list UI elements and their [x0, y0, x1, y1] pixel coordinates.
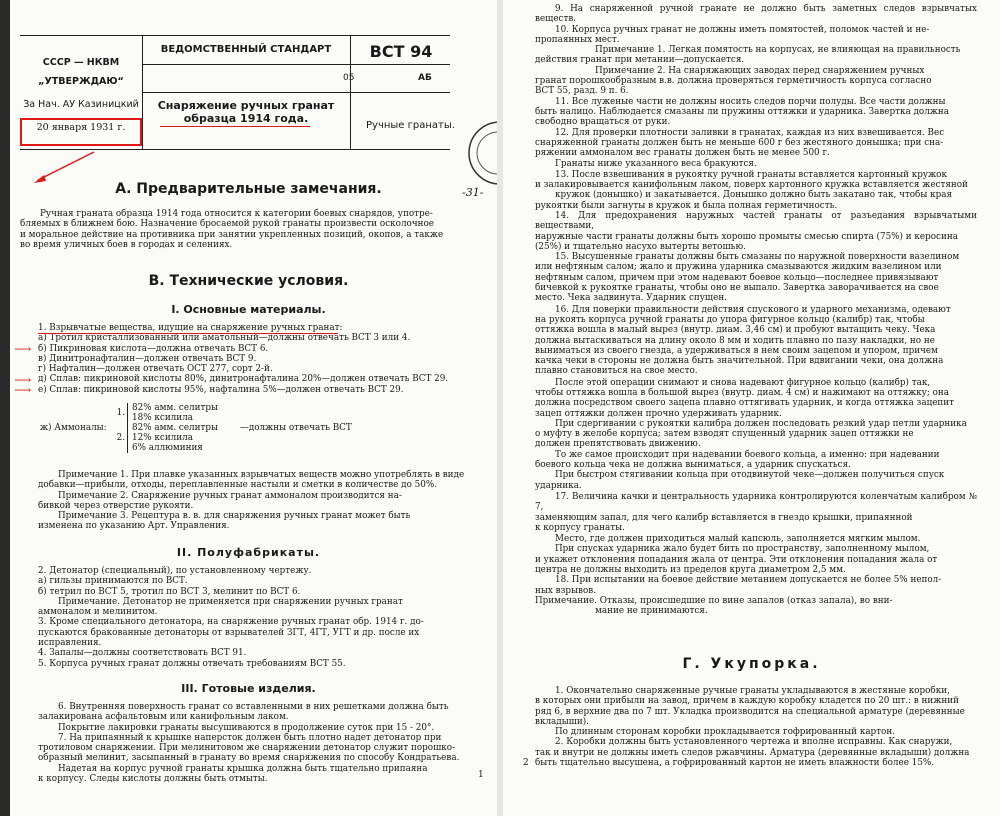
- para-line: (25%) и тщательно насухо вытерты ветошью.: [535, 241, 746, 252]
- semi-line: 2. Детонатор (специальный), по установленному чертежу.: [38, 566, 312, 576]
- finished-products-list: [38, 702, 468, 784]
- semi-line: а) гильзы принимаются по ВСТ.: [38, 576, 188, 587]
- title-underline-annotation: [160, 126, 310, 127]
- header-date: 20 января 1931 г.: [36, 122, 126, 133]
- para-line: плавно становиться на свое место.: [535, 366, 698, 377]
- subsection-finished-products: III. Готовые изделия.: [181, 682, 316, 695]
- ammonal-group-1: [128, 403, 220, 423]
- para-line: Гранаты ниже указанного веса бракуются.: [555, 159, 757, 170]
- note-line: бивкой через отверстие рукояти.: [38, 500, 194, 511]
- note-line: Примечание 2. Снаряжение ручных гранат аммоналом производится на-: [58, 490, 402, 501]
- para-line: выниматься из своего гнезда, а удерживаться в нем своим зацепом и упором, причем: [535, 345, 938, 356]
- page-number: 2: [523, 758, 529, 768]
- materials-item-heading: 1. Взрывчатые вещества, идущие на снаряжение ручных гранат:: [38, 323, 343, 333]
- page-number: 1: [478, 770, 484, 780]
- code-ab: АБ: [418, 73, 432, 83]
- para-line: должна вытаскиваться на длину около 8 мм и ходить плавно по пазу накладки, но не: [535, 335, 935, 346]
- para-line: так и внутри не должны иметь следов ржавчины. Арматура (деревянные вкладыши) должна: [535, 747, 970, 758]
- section-b-title: В. Технические условия.: [148, 273, 349, 289]
- para-line: оттяжка вошла в малый вырез (внутр. диам. 3,46 см) и пробуют вытащить чеку. Чека: [535, 325, 936, 336]
- para-line: в которых они прибыли на завод, причем в каждую коробку кладется по 20 шт.: в нижний: [535, 696, 959, 707]
- material-item: г) Нафталин—должен отвечать ОСТ 277, сорт 2-й.: [38, 364, 273, 375]
- note-line: добавки—прибыли, отходы, переплавленные настыли и сметки в количестве до 50%.: [38, 480, 438, 491]
- ready-line: тротиловом снаряжении. При мелинитовом же снаряжении детонатор служит порошко-: [38, 743, 456, 754]
- para-line: 1. Окончательно снаряженные ручные гранаты укладываются в жестяные коробки,: [555, 686, 950, 696]
- short-title: Ручные гранаты.: [366, 120, 455, 131]
- para-line: 10. Корпуса ручных гранат не должны иметь помятостей, поломок частей и не-: [555, 24, 930, 35]
- ammonal-group-number: 1.: [116, 408, 126, 418]
- document-title-line1: Снаряжение ручных гранат: [157, 99, 335, 112]
- semi-line: аммоналом и мелинитом.: [38, 607, 158, 618]
- para-line: во время уличных боев в городах и селениях.: [20, 239, 233, 250]
- para-line: качка чеки в стороны не должна быть значительной. При вдвигании чеки, она должна: [535, 356, 944, 367]
- document-title-line2: образца 1914 года.: [183, 112, 309, 125]
- para-line: действия гранат при метании—допускается.: [535, 55, 745, 66]
- para-line: быть налицо. Наблюдается смазаны ли пружины оттяжки и ударника. Завертка должна: [535, 106, 950, 117]
- semi-line: б) тетрил по ВСТ 5, тротил по ВСТ 3, мелинит по ВСТ 6.: [38, 586, 301, 597]
- para-line: пропаянных мест.: [535, 34, 620, 45]
- ammonal-component: 82% амм. селитры: [132, 403, 219, 413]
- red-arrow-icon: ⟶: [14, 373, 32, 387]
- para-line: и укажет отклонения попадания жала от центра. Эти отклонения попадания жала от: [535, 554, 938, 565]
- para-line: Примечание 2. На снаряжающих заводах перед снаряжением ручных: [595, 65, 925, 76]
- para-line: Примечание. Отказы, происшедшие по вине запалов (отказ запала), во вни-: [535, 595, 893, 606]
- ammonal-table: [38, 403, 354, 453]
- ready-line: залакирована асфальтовым или канифольным лаком.: [38, 712, 289, 723]
- material-item: б) Пикриновая кислота—должна отвечать ВСТ 6.: [38, 343, 269, 354]
- para-line: 16. Для поверки правильности действия спускового и ударного механизма, одевают: [555, 304, 951, 315]
- para-line: снаряженной гранаты должен быть не меньше 600 г без жестяного донышка; при сна-: [535, 137, 944, 148]
- para-line: мание не принимаются.: [595, 606, 708, 617]
- ready-line: Покрытие лакировки гранаты высушиваются в продолжение суток при 15 - 20°.: [58, 722, 435, 733]
- para-line: кружок (донышко) и закатывается. Донышко должно быть закатано так, чтобы края: [555, 190, 953, 201]
- para-line: о муфту в желобе корпуса; затем взводят спущенный ударник зацеп оттяжки не: [535, 429, 914, 440]
- item-underline-annotation: [38, 333, 338, 334]
- header-approve: „УТВЕРЖДАЮ“: [38, 76, 124, 87]
- stamp-mark: [462, 118, 497, 188]
- para-line: 13. После взвешивания в рукоятку ручной гранаты вставляется картонный кружок: [555, 169, 947, 180]
- para-line: рукоятки были загнуты в кружок и была полная герметичность.: [535, 200, 838, 211]
- semi-line: исправления.: [38, 638, 102, 649]
- para-line: При сдергивании с рукоятки калибра должен последовать резкий удар петли ударника: [555, 418, 967, 429]
- para-line: 17. Величина качки и центральность ударника контролируются коленчатым калибром № 7,: [535, 491, 977, 513]
- section-a-title: А. Предварительные замечания.: [115, 181, 382, 197]
- standard-type: ВЕДОМСТВЕННЫЙ СТАНДАРТ: [160, 44, 332, 55]
- section-a-body: [20, 209, 468, 250]
- material-item: а) Тротил кристаллизованный или аматольный—должны отвечать ВСТ 3 или 4.: [38, 333, 411, 344]
- para-line: ударника.: [535, 480, 582, 491]
- ready-line: образный мелинит, засыпанный в гранату во время снаряжения по способу Кондратьева.: [38, 753, 460, 764]
- para-line: центра не должны выходить из пределов круга диаметром 2,5 мм.: [535, 565, 846, 576]
- para-line: 11. Все луженые части не должны носить следов порчи полуды. Все части должны: [555, 96, 946, 107]
- header-org: СССР — НКВМ: [42, 57, 120, 68]
- para-line: бичевкой к рукоятке гранаты, чтобы оно не выпало. Завертка заворачивается на свое: [535, 283, 939, 294]
- para-line: 15. Высушенные гранаты должны быть смазаны по наружной поверхности вазелином: [555, 252, 960, 263]
- para-line: должен препятствовать движению.: [535, 439, 701, 450]
- materials-notes: [38, 470, 468, 532]
- right-page-body: [535, 4, 977, 617]
- para-line: гранат порошкообразным в.в. должна проверяться герметичность корпуса согласно: [535, 76, 932, 87]
- section-g-title: Г. Укупорка.: [682, 656, 821, 672]
- margin-note: -31-: [462, 186, 484, 199]
- para-line: нефтяным салом, причем при этом надевают боевое кольцо—последнее привязывают: [535, 272, 939, 283]
- header-signer: За Нач. АУ Казиницкий: [23, 99, 139, 110]
- header-rule: [142, 92, 450, 93]
- para-line: ных взрывов.: [535, 585, 597, 596]
- semi-line: 4. Запалы—должны соответствовать ВСТ 91.: [38, 648, 247, 659]
- para-line: При спусках ударника жало будет бить по пространству, заполненному мылом,: [555, 544, 930, 555]
- semi-line: Примечание. Детонатор не применяется при снаряжении ручных гранат: [58, 596, 403, 607]
- left-page: [0, 0, 497, 816]
- para-line: Примечание 1. Легкая помятость на корпусах, не влияющая на правильность: [595, 45, 961, 56]
- note-line: Примечание 1. При плавке указанных взрывчатых веществ можно употреблять в виде: [58, 470, 465, 480]
- para-line: При быстром стягивании кольца при отодвинутой чеке—должен получиться спуск: [555, 470, 945, 481]
- para-line: ВСТ 55, разд. 9 п. 6.: [535, 86, 629, 97]
- section-g-body: [535, 686, 977, 768]
- ammonal-component: 6% аллюминия: [132, 443, 203, 453]
- para-line: свободно вращаться от руки.: [535, 117, 671, 128]
- para-line: боевого кольца чека не должна выниматься, а ударник спускаться.: [535, 460, 851, 471]
- para-line: То же самое происходит при надевании боевого кольца, а именно: при надевании: [555, 449, 940, 460]
- ammonal-component: 82% амм. селитры: [132, 423, 219, 433]
- standard-code: ВСТ 94: [369, 42, 433, 61]
- ready-line: 7. На припаянный к крышке наперсток должен быть плотно надет детонатор при: [58, 732, 442, 743]
- para-line: 18. При испытании на боевое действие метанием допускается не более 5% непол-: [555, 575, 942, 586]
- header-rule: [142, 64, 450, 65]
- subsection-materials: I. Основные материалы.: [171, 303, 326, 316]
- ready-line: Надетая на корпус ручной гранаты крышка должна быть тщательно припаяна: [58, 763, 428, 774]
- para-line: наружные части гранаты должны быть хорошо промыты смесью спирта (75%) и керосина: [535, 231, 958, 242]
- red-arrow-icon: ⟶: [14, 383, 32, 397]
- code-number: 05: [343, 73, 355, 83]
- para-line: После этой операции снимают и снова надевают фигурное кольцо (калибр) так,: [555, 377, 931, 388]
- para-line: вкладыши).: [535, 716, 589, 727]
- right-page: [503, 0, 1000, 816]
- para-line: должна посредством своего зацепа плавно оттягивать ударник, и когда оттяжка зацепит: [535, 398, 955, 409]
- subsection-semi-products: II. Полуфабрикаты.: [176, 546, 321, 559]
- para-line: 12. Для проверки плотности заливки в гранатах, каждая из них взвешивается. Вес: [555, 127, 945, 138]
- ready-line: к корпусу. Следы кислоты должны быть отмыты.: [38, 774, 268, 785]
- red-arrow-icon: ⟶: [14, 342, 32, 356]
- para-line: на рукоять корпуса ручной гранаты до упора фигурное кольцо (калибр) так, чтобы: [535, 314, 925, 325]
- para-line: к корпусу гранаты.: [535, 522, 625, 533]
- para-line: чтобы оттяжка вошла в большой вырез (внутр. диам. 4 см) и нажимают на оттяжку; она: [535, 387, 949, 398]
- para-line: По длинным сторонам коробки прокладывается гофрированный картон.: [555, 727, 896, 738]
- para-line: ряд 6, в верхние два по 7 шт. Укладка производится на специальной арматуре (деревянные: [535, 706, 965, 717]
- para-line: 14. Для предохранения наружных частей гранаты от разъедания взрывчатыми веществами,: [535, 210, 977, 232]
- para-line: бляемых в ближнем бою. Назначение бросаемой рукой гранаты произвести осколочное: [20, 219, 435, 230]
- para-line: 9. На снаряженной ручной гранате не должно быть заметных следов взрывчатых веществ.: [535, 4, 977, 25]
- note-line: изменена по указанию Арт. Управления.: [38, 521, 230, 532]
- para-line: 2. Коробки должны быть установленного чертежа и вполне исправны. Как снаружи,: [555, 737, 953, 748]
- ammonal-component: 12% ксилила: [132, 433, 193, 443]
- material-item: д) Сплав: пикриновой кислоты 80%, динитронафталина 20%—должен отвечать ВСТ 29.: [38, 374, 449, 385]
- para-line: Место, где должен приходиться малый капсюль, заполняется мягким мылом.: [555, 534, 921, 545]
- date-highlight-box: [20, 118, 142, 146]
- semi-line: 5. Корпуса ручных гранат должны отвечать требованиям ВСТ 55.: [38, 658, 346, 669]
- semi-line: 3. Кроме специального детонатора, на снаряжение ручных гранат обр. 1914 г. до-: [38, 617, 424, 628]
- para-line: ряжении аммоналом вес гранаты должен быть не менее 500 г.: [535, 148, 830, 159]
- semi-line: пускаются бракованные детонаторы от взрывателей ЗГТ, 4ГТ, УГТ и др. после их: [38, 627, 420, 638]
- para-line: быть тщательно высушена, а гофрированный картон не иметь влажности более 15%.: [535, 758, 935, 769]
- para-line: и залакировывается канифольным лаком, поверх картонного кружка вставляется жестяной: [535, 180, 968, 191]
- semi-products-list: [38, 566, 468, 669]
- ammonal-block: [38, 403, 354, 453]
- para-line: или нефтяным салом; жало и пружина ударника смазываются жидким вазелином или: [535, 262, 942, 273]
- ready-line: 6. Внутренняя поверхность гранат со вставленными в них решетками должна быть: [58, 702, 449, 712]
- para-line: и моральное действие на противника при занятии укрепленных позиций, окопов, а также: [20, 229, 444, 240]
- para-line: зацеп оттяжки должен прочно удерживать ударник.: [535, 408, 782, 419]
- para-line: место. Чека задвинута. Ударник спущен.: [535, 293, 727, 304]
- ammonal-requirement: —должны отвечать ВСТ: [240, 423, 352, 433]
- note-line: Примечание 3. Рецептура в. в. для снаряжения ручных гранат может быть: [58, 511, 411, 522]
- para-line: Ручная граната образца 1914 года относится к категории боевых снарядов, употре-: [40, 209, 433, 219]
- para-line: заменяющим запал, для чего калибр вставляется в гнездо крышки, припаянной: [535, 512, 913, 523]
- ammonal-label: ж) Аммоналы:: [40, 423, 107, 433]
- ammonal-group-number: 2.: [116, 433, 126, 443]
- ammonal-component: 18% ксилила: [132, 413, 193, 423]
- material-item: е) Сплав: пикриновой кислоты 95%, нафталина 5%—должен отвечать ВСТ 29.: [38, 384, 404, 395]
- material-item: в) Динитронафталин—должен отвечать ВСТ 9.: [38, 353, 257, 364]
- ammonal-group-2: [128, 423, 220, 453]
